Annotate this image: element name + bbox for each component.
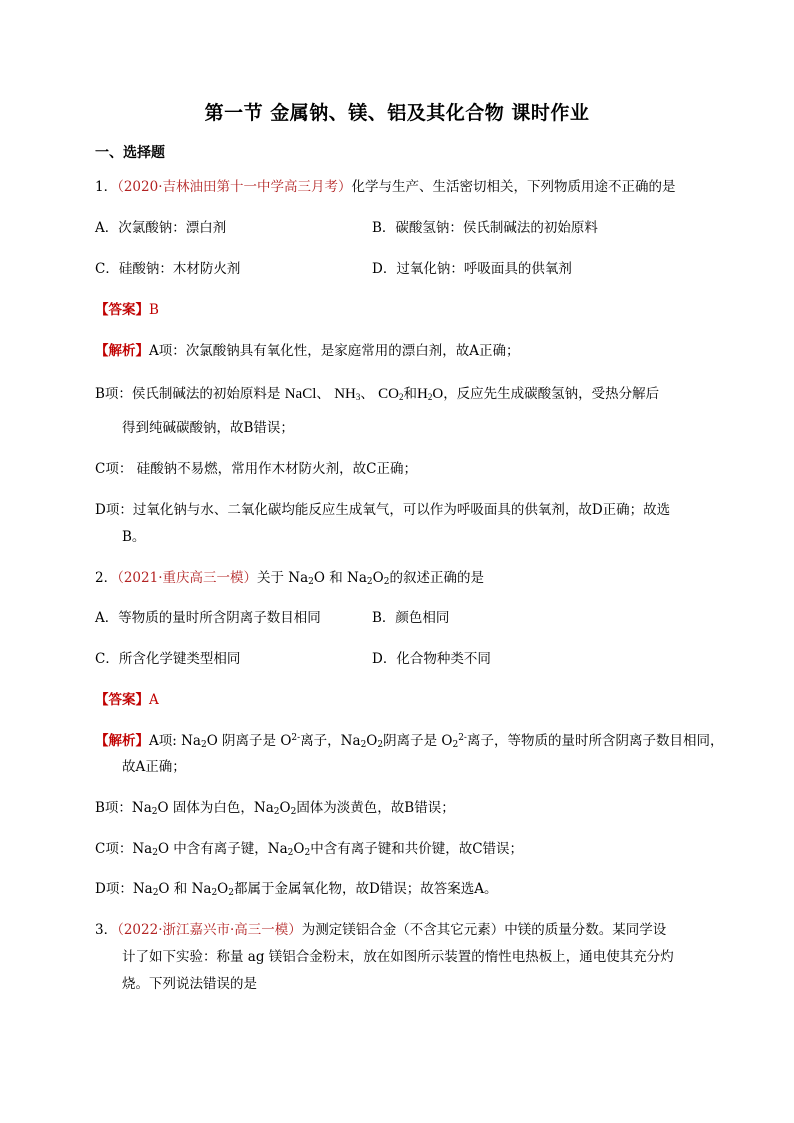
separator: 、	[316, 386, 330, 402]
q1-answer	[95, 300, 159, 320]
q2-analysis-b-text: 固体为淡黄色，故B错误；	[296, 800, 455, 816]
q2-analysis-b-text: O 固体为白色，Na	[157, 800, 274, 816]
q2-analysis-c-text: 中含有离子键和共价键，故C错误；	[310, 841, 524, 857]
subscript: 2	[211, 888, 218, 898]
q1-analysis-c: C项： 硅酸钠不易燃，常用作木材防火剂，故C正确；	[95, 461, 417, 477]
q2-analysis-a-text: O	[366, 733, 378, 749]
subscript: 2	[273, 807, 280, 817]
subscript: 2	[304, 848, 311, 858]
q2-answer-tag: 【答案】	[95, 692, 149, 708]
q1-analysis-b-text-2: ，反应先生成碳酸氢钠，受热分解后	[443, 386, 660, 402]
subscript: 2	[290, 807, 297, 817]
formula-part: H	[417, 386, 428, 402]
q2-analysis-a-cont: 故A正确；	[122, 759, 186, 775]
subscript: 2	[287, 848, 294, 858]
q1-answer-tag: 【答案】	[95, 302, 149, 318]
q1-analysis-tag: 【解析】	[95, 343, 149, 359]
q2-analysis-c-text: O 中含有离子键，Na	[157, 841, 288, 857]
q2-stem-line	[95, 568, 484, 588]
formula-part: O	[432, 386, 444, 402]
formula-h2o	[417, 386, 443, 402]
q1-analysis-b	[95, 384, 659, 404]
subscript: 2	[200, 740, 207, 750]
q2-answer	[95, 690, 159, 710]
subscript: 2	[308, 577, 314, 587]
q3-stem-line-1	[95, 920, 666, 940]
q3-stem-line-2: 计了如下实验：称量 ag 镁铝合金粉末，放在如图所示装置的惰性电热板上，通电使其充分灼	[122, 949, 674, 965]
subscript: 2	[377, 740, 384, 750]
q2-analysis-d-text: O 和 Na	[158, 881, 212, 897]
subscript: 2	[366, 577, 373, 587]
q2-analysis-a-text: A项: Na	[149, 733, 201, 749]
q2-analysis-a	[95, 731, 723, 751]
q2-analysis-b	[95, 798, 455, 818]
q2-option-b: B．颜色相同	[372, 610, 450, 626]
subscript: 2	[151, 807, 158, 817]
q2-analysis-tag: 【解析】	[95, 733, 149, 749]
q1-analysis-a-text: A项：次氯酸钠具有氧化性，是家庭常用的漂白剂，故A正确；	[149, 343, 520, 359]
q2-analysis-c-text: C项：Na	[95, 841, 153, 857]
subscript: 3	[355, 392, 361, 402]
q2-stem: 的叙述正确的是	[389, 570, 484, 586]
subscript: 2	[452, 740, 459, 750]
subscript: 2	[427, 392, 433, 402]
q2-stem: 关于 Na	[257, 570, 309, 586]
q2-answer-value: A	[149, 692, 159, 708]
q2-source: （2021·重庆高三一模）	[117, 570, 257, 586]
subscript: 2	[383, 577, 390, 587]
subscript: 2	[399, 392, 404, 402]
formula-co2	[378, 386, 403, 402]
subscript: 2	[360, 740, 367, 750]
q2-analysis-b-text: O	[279, 800, 291, 816]
formula-nacl: NaCl	[284, 386, 317, 402]
q2-analysis-c	[95, 839, 523, 859]
q1-analysis-d-cont: B。	[122, 529, 146, 545]
section-heading: 一、选择题	[95, 145, 165, 161]
q2-analysis-a-text: O 阴离子是 O	[206, 733, 292, 749]
page-title: 第一节 金属钠、镁、铝及其化合物 课时作业	[204, 102, 590, 124]
subscript: 2	[152, 888, 159, 898]
q2-analysis-d-text: 都属于金属氧化物，故D错误；故答案选A。	[233, 881, 498, 897]
q2-analysis-a-text: 阴离子是 O	[383, 733, 453, 749]
formula-part: NH	[334, 386, 356, 402]
q1-options-row-1	[95, 218, 226, 238]
q1-stem-line	[95, 177, 676, 197]
q1-option-d: D．过氧化钠：呼吸面具的供氧剂	[372, 261, 572, 277]
q1-analysis-d: D项：过氧化钠与水、二氧化碳均能反应生成氧气，可以作为呼吸面具的供氧剂，故D正确；故选	[95, 502, 671, 518]
q2-stem: O	[372, 570, 384, 586]
q2-analysis-c-text: O	[293, 841, 305, 857]
q2-analysis-b-text: B项：Na	[95, 800, 152, 816]
q2-option-d: D．化合物种类不同	[372, 651, 491, 667]
q3-stem-line-3: 烧。下列说法错误的是	[122, 976, 257, 992]
q2-analysis-d-text: D项：Na	[95, 881, 153, 897]
q2-stem: O 和 Na	[313, 570, 367, 586]
formula-nh3	[334, 386, 360, 402]
q2-analysis-a-text: 离子，Na	[300, 733, 361, 749]
q2-option-c: C．所含化学键类型相同	[95, 651, 241, 667]
q1-option-c: C．硅酸钠：木材防火剂	[95, 261, 241, 277]
q1-source: （2020·吉林油田第十一中学高三月考）	[117, 179, 352, 195]
q1-analysis-a	[95, 341, 520, 361]
q3-source: （2022·浙江嘉兴市·高三一模）	[117, 922, 302, 938]
q3-number: 3．	[95, 922, 118, 938]
formula-part: CO	[378, 386, 399, 402]
q2-analysis-a-text: 离子，等物质的量时所含阴离子数目相同，	[466, 733, 724, 749]
q1-stem: 化学与生产、生活密切相关，下列物质用途不正确的是	[351, 179, 676, 195]
q1-answer-value: B	[149, 302, 159, 318]
q1-option-a: A．次氯酸钠：漂白剂	[95, 220, 227, 236]
q1-number: 1．	[95, 179, 118, 195]
superscript: 2-	[291, 733, 301, 743]
subscript: 2	[152, 848, 158, 858]
subscript: 2	[228, 888, 234, 898]
q1-analysis-b-cont: 得到纯碱碳酸钠，故B错误；	[122, 420, 294, 436]
q1-analysis-b-text: B项：侯氏制碱法的初始原料是	[95, 386, 281, 402]
q2-analysis-d-text: O	[217, 881, 229, 897]
q2-number: 2．	[95, 570, 118, 586]
q2-option-a: A．等物质的量时所含阴离子数目相同	[95, 610, 321, 626]
q3-stem-1: 为测定镁铝合金（不含其它元素）中镁的质量分数。某同学设	[301, 922, 667, 938]
conjunction: 和	[403, 386, 417, 402]
q2-analysis-d	[95, 879, 498, 899]
q1-option-b: B．碳酸氢钠：侯氏制碱法的初始原料	[372, 220, 598, 236]
superscript: 2-	[458, 733, 467, 743]
separator: 、	[360, 386, 374, 402]
